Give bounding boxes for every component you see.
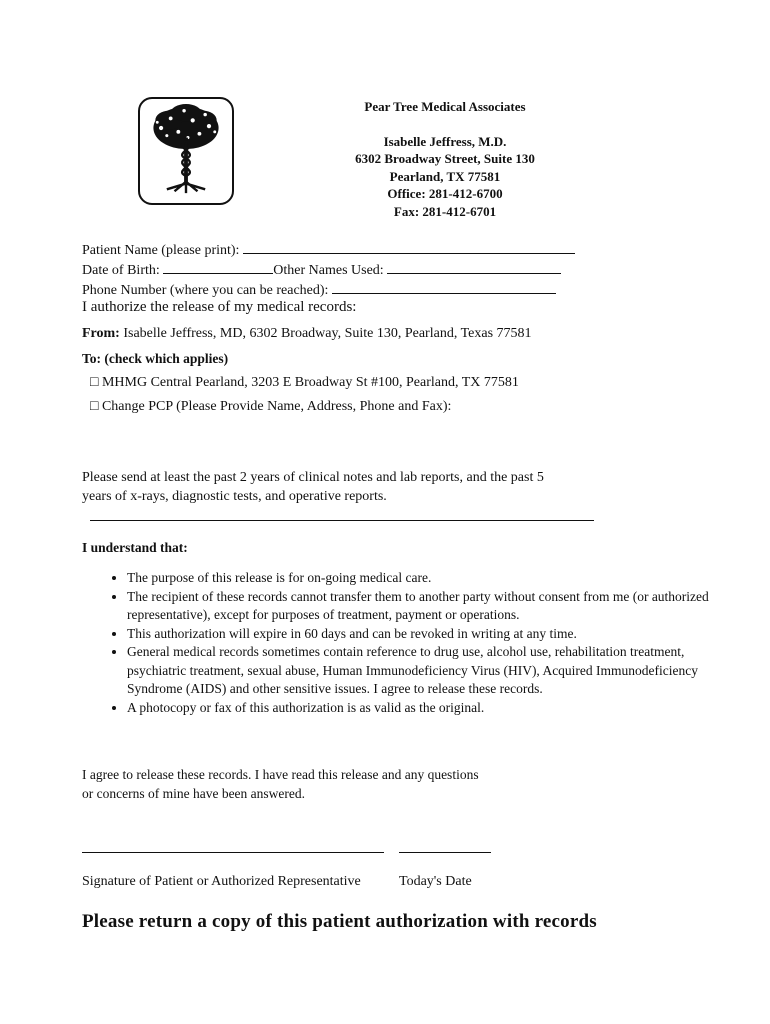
terms-list [82, 569, 717, 717]
to-option-change-pcp[interactable]: □ Change PCP (Please Provide Name, Address, Phone and Fax): [90, 399, 452, 414]
address-line-2: Pearland, TX 77581 [389, 168, 501, 184]
other-names-field[interactable] [387, 260, 561, 274]
from-value: Isabelle Jeffress, MD, 6302 Broadway, Suite 130, Pearland, Texas 77581 [123, 326, 532, 341]
to-label: To: [82, 351, 102, 366]
doctor-name: Isabelle Jeffress, M.D. [383, 133, 507, 149]
fax-number: Fax: 281-412-6701 [393, 203, 497, 219]
from-label: From: [82, 326, 120, 341]
agree-line-2: or concerns of mine have been answered. [82, 786, 306, 801]
phone-field[interactable] [332, 280, 556, 294]
date-label: Today's Date [399, 874, 472, 889]
patient-name-field[interactable] [243, 240, 575, 254]
phone-row [82, 280, 556, 299]
request-line-2: years of x-rays, diagnostic tests, and operative reports. [82, 489, 387, 504]
dob-row [82, 260, 561, 279]
authorize-statement: I authorize the release of my medical records: [82, 299, 357, 315]
agree-line-1: I agree to release these records. I have read this release and any questions [82, 767, 479, 782]
office-phone: Office: 281-412-6700 [387, 186, 503, 201]
list-item: • The recipient of these records cannot transfer them to another party without consent from me (or authorized representative), except for purposes of treatment, payment or operations. [127, 588, 717, 625]
list-item: • A photocopy or fax of this authorization is as valid as the original. [127, 699, 717, 718]
address-line-1: 6302 Broadway Street, Suite 130 [355, 151, 535, 166]
list-item: • This authorization will expire in 60 days and can be revoked in writing at any time. [127, 625, 717, 644]
list-item: • The purpose of this release is for on-going medical care. [127, 569, 717, 588]
patient-name-row [82, 240, 575, 259]
request-line-1: Please send at least the past 2 years of clinical notes and lab reports, and the past 5 [82, 470, 544, 485]
phone-label: Phone Number (where you can be reached): [82, 283, 329, 298]
from-row [82, 326, 532, 342]
signature-label: Signature of Patient or Authorized Representative [82, 874, 361, 889]
list-item: • General medical records sometimes contain reference to drug use, alcohol use, rehabilitation treatment, psychiatric treatment, sexual abuse, Human Immunodeficiency Virus (HIV), Acquired Immunodeficiency Syndrome (AIDS) and other sensitive issues. I agree to release these records. [127, 643, 717, 699]
understand-heading: I understand that: [82, 540, 188, 555]
dob-field[interactable] [163, 260, 273, 274]
pear-tree-caduceus-icon [138, 97, 234, 205]
footer-instruction: Please return a copy of this patient authorization with records [82, 911, 597, 932]
signature-field[interactable] [82, 852, 384, 853]
section-divider [90, 520, 594, 521]
date-field[interactable] [399, 852, 491, 853]
practice-name: Pear Tree Medical Associates [364, 99, 526, 114]
to-note: (check which applies) [104, 351, 229, 366]
patient-name-label: Patient Name (please print): [82, 243, 240, 258]
other-names-label: Other Names Used: [273, 263, 384, 278]
to-option-mhmg[interactable]: □ MHMG Central Pearland, 3203 E Broadway St #100, Pearland, TX 77581 [90, 375, 519, 390]
dob-label: Date of Birth: [82, 263, 160, 278]
to-row [82, 351, 228, 367]
practice-header [330, 98, 560, 220]
